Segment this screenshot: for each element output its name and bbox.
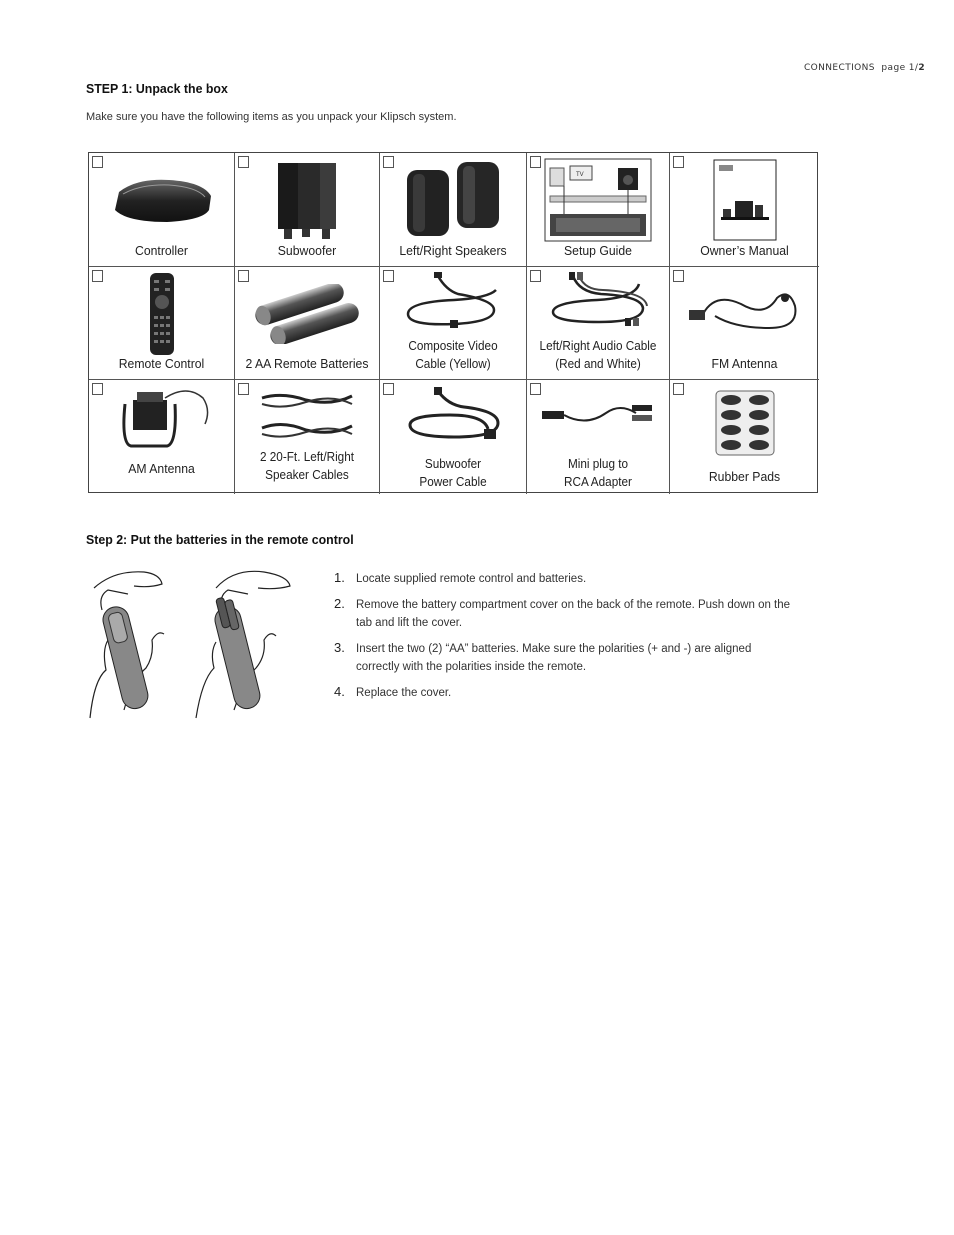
fm-antenna-image [670, 273, 819, 355]
page-total: 2 [918, 63, 925, 73]
item-label [241, 448, 373, 484]
item-label-line1: 2 20-Ft. Left/Right [259, 450, 355, 464]
batteries-image [235, 273, 379, 355]
remote-image [89, 273, 234, 355]
instruction-text: Replace the cover. [356, 687, 452, 699]
step1-title: STEP 1: Unpack the box [86, 81, 228, 96]
item-label: 2 AA Remote Batteries [245, 356, 369, 371]
item-label: Subwoofer [277, 243, 337, 258]
instruction-number: 2. [334, 596, 345, 611]
item-speaker-cables [235, 380, 380, 494]
item-label: AM Antenna [128, 461, 195, 476]
item-label-line2: Power Cable [419, 475, 487, 489]
controller-image [89, 159, 234, 241]
item-label [533, 337, 663, 373]
item-rca-adapter [527, 380, 670, 494]
instruction-text: Insert the two (2) “AA” batteries. Make sure the polarities (+ and -) are aligned correctly with the polarities inside the remote. [356, 643, 752, 673]
audio-cable-image [527, 267, 669, 337]
instruction-item [334, 570, 794, 588]
item-label [533, 455, 663, 491]
item-label-line1: Composite Video [408, 339, 498, 353]
item-label-line2: Speaker Cables [265, 468, 349, 482]
tv-label: TV [576, 172, 584, 178]
instruction-number: 1. [334, 570, 345, 585]
step2-title: Step 2: Put the batteries in the remote control [86, 532, 354, 547]
page-prefix: page 1/ [881, 63, 919, 73]
item-speakers [380, 153, 527, 267]
speaker-cables-image [235, 382, 379, 448]
battery-installation-illustration [84, 560, 304, 722]
owners-manual-image [670, 159, 819, 241]
item-subwoofer [235, 153, 380, 267]
item-label: Rubber Pads [708, 469, 781, 484]
video-cable-image [380, 267, 526, 337]
power-cable-image [380, 384, 526, 448]
subwoofer-image [235, 159, 379, 241]
item-label: Controller [135, 243, 188, 258]
rubber-pads-image [670, 390, 819, 456]
instruction-item [334, 640, 794, 676]
step1-intro: Make sure you have the following items as you unpack your Klipsch system. [86, 111, 457, 123]
item-setup-guide [527, 153, 670, 267]
instruction-item [334, 684, 794, 702]
item-subwoofer-power-cable [380, 380, 527, 494]
instruction-number: 3. [334, 640, 345, 655]
item-label-line1: Mini plug to [567, 457, 629, 471]
item-label-line2: RCA Adapter [564, 475, 632, 489]
instruction-number: 4. [334, 684, 345, 699]
battery-instructions [334, 570, 794, 710]
item-label: Setup Guide [564, 243, 632, 258]
item-audio-cable [527, 267, 670, 380]
speakers-image [380, 159, 526, 241]
item-am-antenna [89, 380, 235, 494]
rca-adapter-image [527, 384, 669, 448]
item-label [386, 337, 519, 373]
instruction-text: Locate supplied remote control and batteries. [356, 573, 587, 585]
item-label-line1: Subwoofer [424, 457, 482, 471]
item-label: Left/Right Speakers [399, 243, 507, 258]
item-label [386, 455, 519, 491]
item-label-line2: (Red and White) [555, 357, 641, 371]
items-checklist [88, 152, 818, 493]
instruction-text: Remove the battery compartment cover on the back of the remote. Push down on the tab and lift the cover. [356, 599, 791, 629]
item-composite-video-cable [380, 267, 527, 380]
page-header [804, 63, 925, 73]
setup-guide-image [527, 159, 669, 241]
item-fm-antenna [670, 267, 819, 380]
item-label: Remote Control [118, 356, 205, 371]
item-rubber-pads [670, 380, 819, 494]
am-antenna-image [89, 382, 234, 458]
item-controller [89, 153, 235, 267]
item-label: Owner’s Manual [700, 243, 789, 258]
item-remote-control [89, 267, 235, 380]
item-batteries [235, 267, 380, 380]
instruction-item [334, 596, 794, 632]
item-label-line2: Cable (Yellow) [415, 357, 491, 371]
item-label: FM Antenna [711, 356, 778, 371]
section-name: CONNECTIONS [804, 63, 875, 73]
item-label-line1: Left/Right Audio Cable [539, 339, 657, 353]
item-owners-manual [670, 153, 819, 267]
